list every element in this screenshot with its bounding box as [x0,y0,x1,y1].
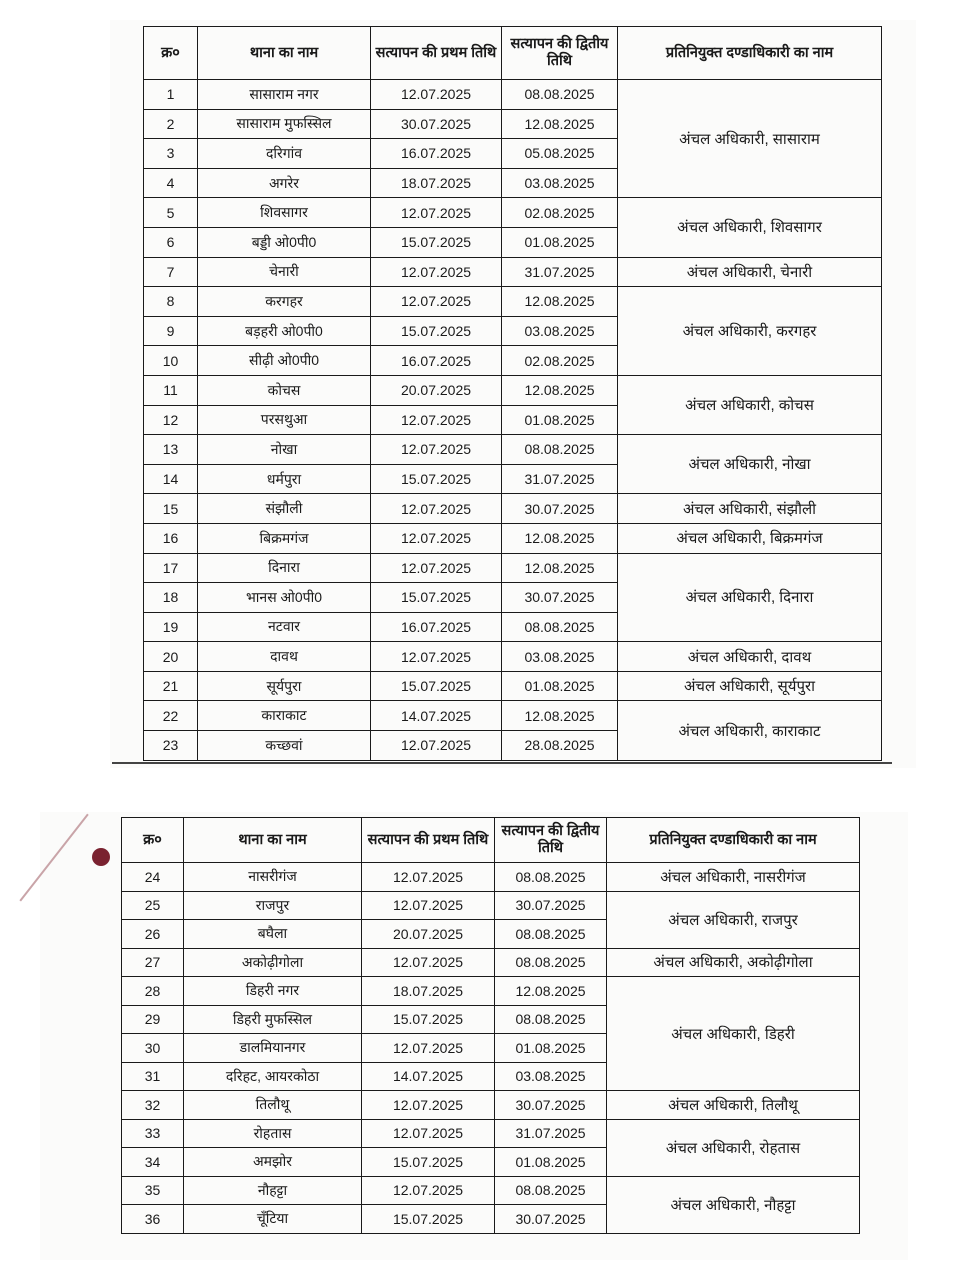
second-date-cell: 03.08.2025 [502,168,618,198]
station-cell: अमझोर [184,1148,362,1177]
first-date-cell: 12.07.2025 [362,948,495,977]
station-cell: कच्छवां [198,731,371,761]
second-date-cell: 03.08.2025 [502,642,618,672]
table-row [144,435,882,465]
station-cell: डालमियानगर [184,1034,362,1063]
first-date-cell: 12.07.2025 [371,198,502,228]
magistrate-cell: अंचल अधिकारी, सूर्यपुरा [618,671,882,701]
station-cell: दिनारा [198,553,371,583]
magistrate-cell: अंचल अधिकारी, चेनारी [618,257,882,287]
serial-cell: 12 [144,405,198,435]
second-date-cell: 08.08.2025 [495,948,607,977]
first-date-cell: 12.07.2025 [362,1119,495,1148]
serial-cell: 18 [144,583,198,613]
first-date-cell: 12.07.2025 [371,553,502,583]
table-row [144,523,882,553]
second-date-cell: 03.08.2025 [495,1062,607,1091]
magistrate-cell: अंचल अधिकारी, नौहट्टा [607,1176,860,1233]
page-edge-divider [112,762,892,764]
first-date-cell: 12.07.2025 [371,523,502,553]
first-date-cell: 12.07.2025 [371,405,502,435]
first-date-cell: 12.07.2025 [362,863,495,892]
magistrate-cell: अंचल अधिकारी, नोखा [618,435,882,494]
table-row [144,701,882,731]
second-date-cell: 08.08.2025 [502,80,618,110]
magistrate-cell: अंचल अधिकारी, शिवसागर [618,198,882,257]
first-date-cell: 15.07.2025 [362,1148,495,1177]
second-date-cell: 01.08.2025 [502,405,618,435]
first-date-cell: 12.07.2025 [371,642,502,672]
second-date-cell: 08.08.2025 [502,612,618,642]
serial-cell: 22 [144,701,198,731]
second-date-cell: 08.08.2025 [495,1005,607,1034]
first-date-cell: 15.07.2025 [371,316,502,346]
serial-cell: 13 [144,435,198,465]
first-date-cell: 12.07.2025 [371,80,502,110]
serial-cell: 28 [122,977,184,1006]
header-first-date: सत्यापन की प्रथम तिथि [371,27,502,80]
second-date-cell: 01.08.2025 [502,671,618,701]
table-header-row [144,27,882,80]
first-date-cell: 12.07.2025 [362,891,495,920]
first-date-cell: 12.07.2025 [371,494,502,524]
station-cell: तिलौथू [184,1091,362,1120]
station-cell: सीढ़ी ओ0पी0 [198,346,371,376]
second-date-cell: 31.07.2025 [495,1119,607,1148]
table-row [122,977,860,1006]
serial-cell: 5 [144,198,198,228]
serial-cell: 11 [144,375,198,405]
first-date-cell: 15.07.2025 [371,464,502,494]
header-magistrate: प्रतिनियुक्त दण्डाधिकारी का नाम [618,27,882,80]
second-date-cell: 01.08.2025 [502,227,618,257]
table-row [144,375,882,405]
serial-cell: 21 [144,671,198,701]
second-date-cell: 12.08.2025 [502,553,618,583]
magistrate-cell: अंचल अधिकारी, राजपुर [607,891,860,948]
magistrate-cell: अंचल अधिकारी, काराकाट [618,701,882,760]
magistrate-cell: अंचल अधिकारी, करगहर [618,287,882,376]
serial-cell: 17 [144,553,198,583]
first-date-cell: 12.07.2025 [371,731,502,761]
magistrate-cell: अंचल अधिकारी, सासाराम [618,80,882,198]
magistrate-cell: अंचल अधिकारी, रोहतास [607,1119,860,1176]
station-cell: रोहतास [184,1119,362,1148]
header-second-date: सत्यापन की द्वितीय तिथि [502,27,618,80]
pin-icon [92,848,110,866]
second-date-cell: 12.08.2025 [502,375,618,405]
first-date-cell: 12.07.2025 [362,1034,495,1063]
serial-cell: 2 [144,109,198,139]
serial-cell: 27 [122,948,184,977]
station-cell: दरिगांव [198,139,371,169]
table-row [144,494,882,524]
serial-cell: 33 [122,1119,184,1148]
station-cell: करगहर [198,287,371,317]
serial-cell: 1 [144,80,198,110]
second-date-cell: 01.08.2025 [495,1034,607,1063]
table-row [144,671,882,701]
station-cell: चूँटिया [184,1205,362,1234]
second-date-cell: 12.08.2025 [502,523,618,553]
first-date-cell: 14.07.2025 [362,1062,495,1091]
station-cell: संझौली [198,494,371,524]
second-date-cell: 02.08.2025 [502,198,618,228]
station-cell: बड्डी ओ0पी0 [198,227,371,257]
first-date-cell: 12.07.2025 [371,287,502,317]
table-row [122,1091,860,1120]
serial-cell: 35 [122,1176,184,1205]
second-date-cell: 08.08.2025 [495,863,607,892]
station-cell: सासाराम मुफस्सिल [198,109,371,139]
station-cell: कोचस [198,375,371,405]
header-serial: क्र० [122,818,184,863]
serial-cell: 24 [122,863,184,892]
second-date-cell: 08.08.2025 [495,1176,607,1205]
second-date-cell: 31.07.2025 [502,257,618,287]
station-cell: अकोढ़ीगोला [184,948,362,977]
serial-cell: 15 [144,494,198,524]
first-date-cell: 16.07.2025 [371,612,502,642]
first-date-cell: 12.07.2025 [371,257,502,287]
serial-cell: 32 [122,1091,184,1120]
serial-cell: 31 [122,1062,184,1091]
station-cell: धर्मपुरा [198,464,371,494]
second-date-cell: 30.07.2025 [502,583,618,613]
station-cell: राजपुर [184,891,362,920]
serial-cell: 20 [144,642,198,672]
serial-cell: 8 [144,287,198,317]
table-row [144,287,882,317]
second-date-cell: 08.08.2025 [495,920,607,949]
station-cell: दरिहट, आयरकोठा [184,1062,362,1091]
serial-cell: 10 [144,346,198,376]
second-date-cell: 12.08.2025 [495,977,607,1006]
station-cell: डिहरी मुफस्सिल [184,1005,362,1034]
first-date-cell: 20.07.2025 [362,920,495,949]
table-row [144,642,882,672]
serial-cell: 26 [122,920,184,949]
first-date-cell: 15.07.2025 [362,1205,495,1234]
serial-cell: 36 [122,1205,184,1234]
serial-cell: 29 [122,1005,184,1034]
first-date-cell: 14.07.2025 [371,701,502,731]
second-date-cell: 08.08.2025 [502,435,618,465]
first-date-cell: 30.07.2025 [371,109,502,139]
station-cell: नटवार [198,612,371,642]
station-cell: नासरीगंज [184,863,362,892]
station-cell: अगरेर [198,168,371,198]
first-date-cell: 12.07.2025 [362,1176,495,1205]
second-date-cell: 05.08.2025 [502,139,618,169]
second-date-cell: 02.08.2025 [502,346,618,376]
table-header-row [122,818,860,863]
station-cell: चेनारी [198,257,371,287]
verification-table-1 [143,26,882,761]
serial-cell: 6 [144,227,198,257]
station-cell: बड़हरी ओ0पी0 [198,316,371,346]
table-row [122,1176,860,1205]
first-date-cell: 16.07.2025 [371,139,502,169]
header-first-date: सत्यापन की प्रथम तिथि [362,818,495,863]
header-magistrate: प्रतिनियुक्त दण्डाधिकारी का नाम [607,818,860,863]
second-date-cell: 03.08.2025 [502,316,618,346]
first-date-cell: 20.07.2025 [371,375,502,405]
station-cell: दावथ [198,642,371,672]
first-date-cell: 18.07.2025 [362,977,495,1006]
table-row [144,553,882,583]
magistrate-cell: अंचल अधिकारी, डिहरी [607,977,860,1091]
second-date-cell: 12.08.2025 [502,287,618,317]
station-cell: भानस ओ0पी0 [198,583,371,613]
second-date-cell: 30.07.2025 [495,891,607,920]
station-cell: बघैला [184,920,362,949]
serial-cell: 34 [122,1148,184,1177]
serial-cell: 4 [144,168,198,198]
station-cell: डिहरी नगर [184,977,362,1006]
serial-cell: 30 [122,1034,184,1063]
second-date-cell: 30.07.2025 [495,1091,607,1120]
station-cell: काराकाट [198,701,371,731]
second-date-cell: 12.08.2025 [502,701,618,731]
table-row [144,257,882,287]
table-row [122,1119,860,1148]
second-date-cell: 31.07.2025 [502,464,618,494]
magistrate-cell: अंचल अधिकारी, संझौली [618,494,882,524]
magistrate-cell: अंचल अधिकारी, अकोढ़ीगोला [607,948,860,977]
second-date-cell: 28.08.2025 [502,731,618,761]
table-row [122,948,860,977]
serial-cell: 3 [144,139,198,169]
magistrate-cell: अंचल अधिकारी, बिक्रमगंज [618,523,882,553]
table-row [122,863,860,892]
station-cell: नोखा [198,435,371,465]
magistrate-cell: अंचल अधिकारी, नासरीगंज [607,863,860,892]
station-cell: सासाराम नगर [198,80,371,110]
serial-cell: 9 [144,316,198,346]
first-date-cell: 18.07.2025 [371,168,502,198]
first-date-cell: 12.07.2025 [362,1091,495,1120]
header-station: थाना का नाम [198,27,371,80]
first-date-cell: 12.07.2025 [371,435,502,465]
first-date-cell: 15.07.2025 [371,583,502,613]
table-row [122,891,860,920]
magistrate-cell: अंचल अधिकारी, दावथ [618,642,882,672]
first-date-cell: 15.07.2025 [371,671,502,701]
second-date-cell: 12.08.2025 [502,109,618,139]
header-second-date: सत्यापन की द्वितीय तिथि [495,818,607,863]
magistrate-cell: अंचल अधिकारी, तिलौथू [607,1091,860,1120]
station-cell: परसथुआ [198,405,371,435]
serial-cell: 23 [144,731,198,761]
station-cell: बिक्रमगंज [198,523,371,553]
first-date-cell: 16.07.2025 [371,346,502,376]
serial-cell: 7 [144,257,198,287]
station-cell: सूर्यपुरा [198,671,371,701]
serial-cell: 14 [144,464,198,494]
station-cell: शिवसागर [198,198,371,228]
second-date-cell: 30.07.2025 [502,494,618,524]
station-cell: नौहट्टा [184,1176,362,1205]
header-serial: क्र० [144,27,198,80]
verification-table-2 [121,817,860,1234]
magistrate-cell: अंचल अधिकारी, दिनारा [618,553,882,642]
table-row [144,80,882,110]
second-date-cell: 30.07.2025 [495,1205,607,1234]
table-row [144,198,882,228]
serial-cell: 16 [144,523,198,553]
magistrate-cell: अंचल अधिकारी, कोचस [618,375,882,434]
header-station: थाना का नाम [184,818,362,863]
serial-cell: 25 [122,891,184,920]
first-date-cell: 15.07.2025 [371,227,502,257]
second-date-cell: 01.08.2025 [495,1148,607,1177]
first-date-cell: 15.07.2025 [362,1005,495,1034]
serial-cell: 19 [144,612,198,642]
